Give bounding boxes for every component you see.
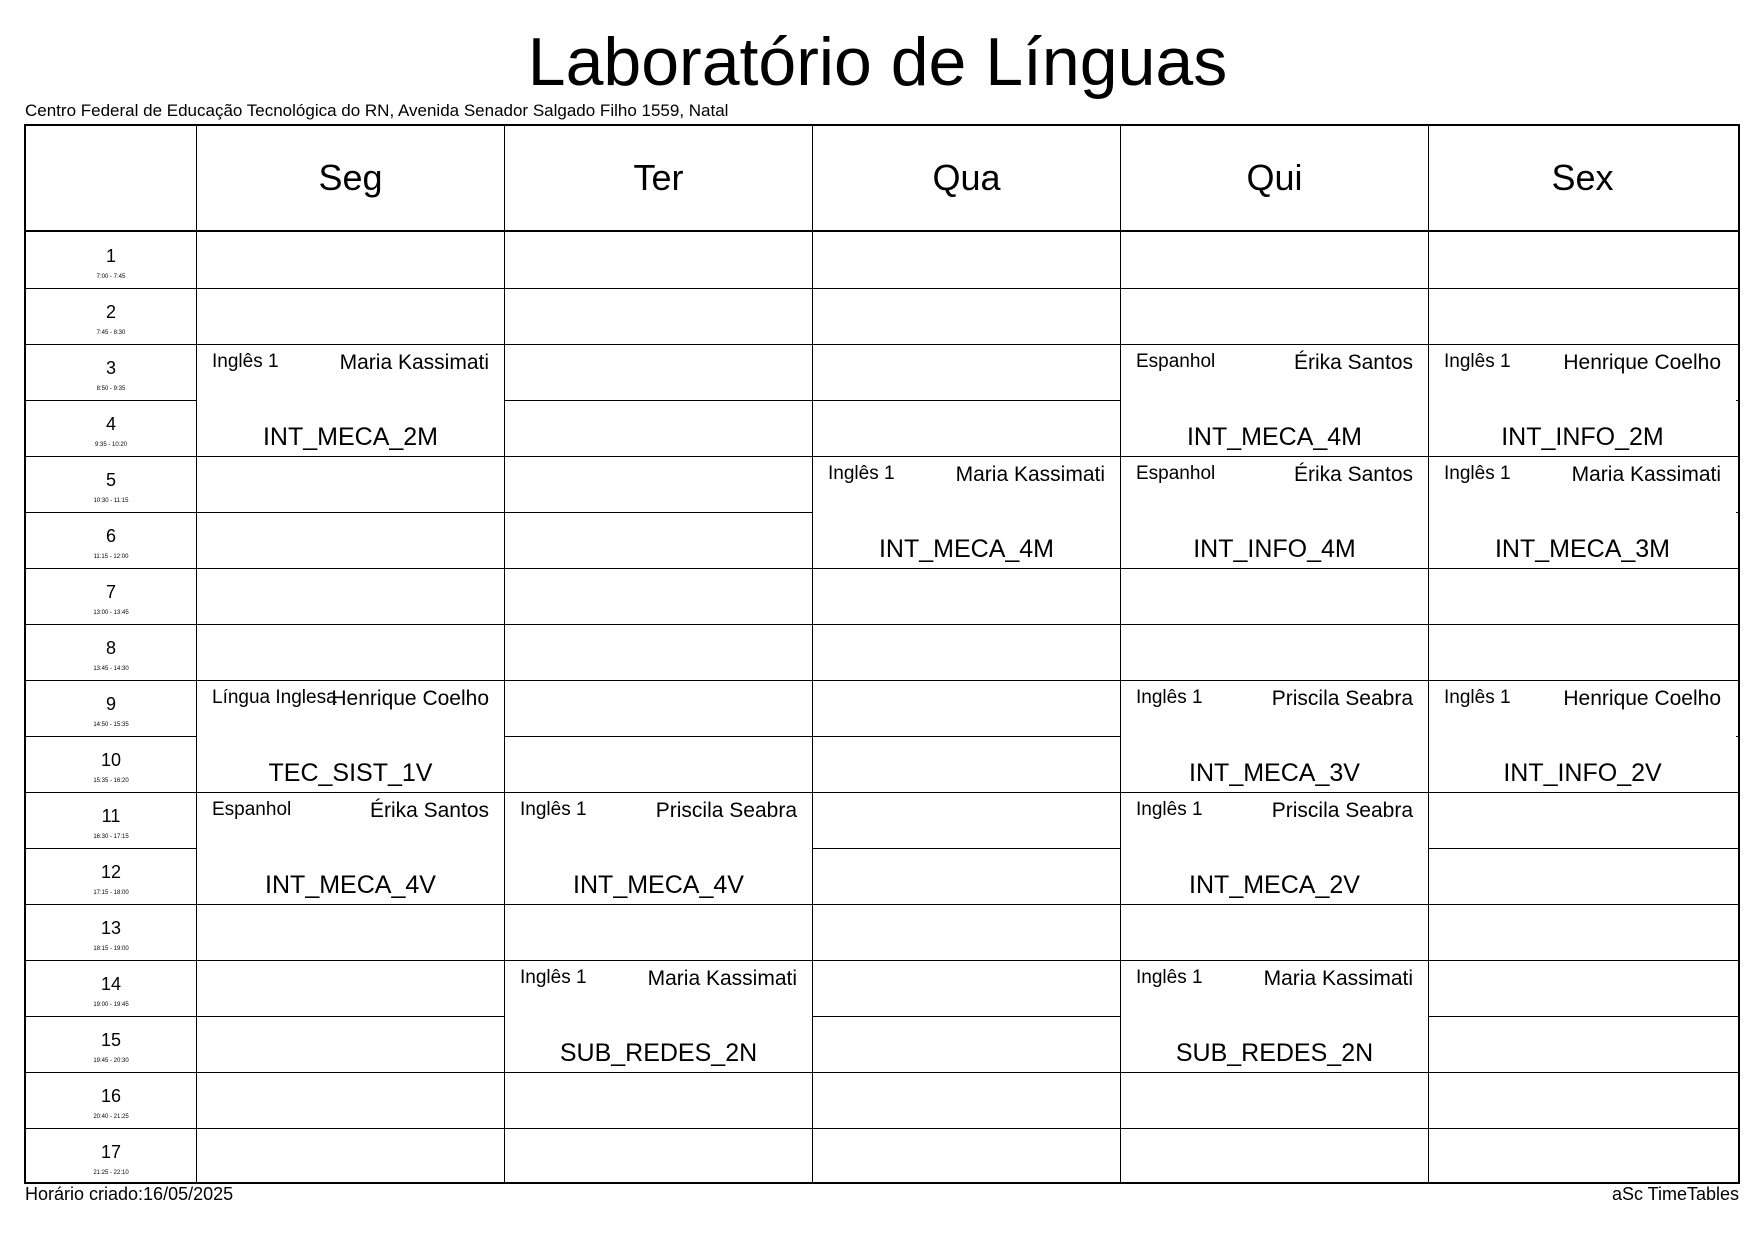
period-time: 8:50 - 9:35 — [96, 386, 126, 392]
row-divider — [26, 1072, 1738, 1073]
period-time: 19:00 - 19:45 — [93, 1002, 129, 1008]
lesson-teacher: Maria Kassimati — [647, 967, 797, 990]
row-divider — [26, 1128, 1738, 1129]
period-time: 17:15 - 18:00 — [93, 890, 129, 896]
lesson-card[interactable] — [813, 457, 1120, 568]
period-number: 16 — [100, 1086, 122, 1106]
lesson-card[interactable] — [1121, 793, 1428, 904]
lesson-subject: Espanhol — [1136, 351, 1216, 372]
period-number: 2 — [105, 302, 116, 322]
period-time: 15:35 - 16:20 — [93, 778, 129, 784]
period-cell — [26, 232, 196, 288]
lesson-teacher: Maria Kassimati — [1263, 967, 1413, 990]
day-header-qua: Qua — [932, 157, 1001, 198]
period-number: 3 — [105, 358, 116, 378]
period-time: 13:00 - 13:45 — [93, 610, 129, 616]
lesson-subject: Inglês 1 — [1444, 687, 1511, 708]
period-cell — [26, 960, 196, 1016]
period-cell — [26, 512, 196, 568]
lesson-class: INT_MECA_3V — [1189, 759, 1360, 787]
row-divider — [26, 904, 1738, 905]
lesson-teacher: Maria Kassimati — [955, 463, 1105, 486]
timetable-grid — [24, 124, 1740, 1184]
lesson-subject: Inglês 1 — [520, 799, 587, 820]
created-date: Horário criado:16/05/2025 — [25, 1184, 234, 1204]
row-divider — [26, 624, 1738, 625]
lesson-class: TEC_SIST_1V — [268, 759, 433, 787]
period-cell — [26, 344, 196, 400]
period-time: 18:15 - 19:00 — [93, 946, 129, 952]
period-cell — [26, 848, 196, 904]
period-number: 10 — [100, 750, 122, 770]
lesson-teacher: Érika Santos — [1293, 351, 1413, 374]
brand-label: aSc TimeTables — [1611, 1184, 1739, 1204]
lesson-class: INT_INFO_4M — [1193, 535, 1356, 563]
period-cell — [26, 400, 196, 456]
lesson-subject: Inglês 1 — [828, 463, 895, 484]
lesson-class: INT_INFO_2M — [1501, 423, 1664, 451]
period-number: 12 — [100, 862, 122, 882]
period-cell — [26, 1072, 196, 1128]
school-address: Centro Federal de Educação Tecnológica do RN, Avenida Senador Salgado Filho 1559, Natal — [25, 101, 729, 120]
period-cell — [26, 736, 196, 792]
period-cell — [26, 904, 196, 960]
lesson-class: INT_MECA_4V — [573, 871, 744, 899]
lesson-card[interactable] — [1121, 345, 1428, 456]
column-divider — [196, 126, 197, 1182]
lesson-teacher: Priscila Seabra — [1271, 799, 1413, 822]
lesson-teacher: Maria Kassimati — [339, 351, 489, 374]
lesson-teacher: Henrique Coelho — [331, 687, 489, 710]
period-number: 7 — [105, 582, 116, 602]
lesson-card[interactable] — [1121, 681, 1428, 792]
period-time: 10:30 - 11:15 — [93, 498, 129, 504]
period-number: 9 — [105, 694, 116, 714]
lesson-subject: Língua Inglesa — [212, 687, 337, 708]
lesson-card[interactable] — [1121, 961, 1428, 1072]
lesson-card[interactable] — [197, 793, 504, 904]
lesson-card[interactable] — [1429, 345, 1736, 456]
column-divider — [1428, 126, 1429, 1182]
period-cell — [26, 1128, 196, 1184]
lesson-class: INT_MECA_4M — [878, 535, 1055, 563]
lesson-subject: Espanhol — [212, 799, 292, 820]
period-cell — [26, 1016, 196, 1072]
period-number: 8 — [105, 638, 116, 658]
column-divider — [812, 126, 813, 1182]
lesson-card[interactable] — [1429, 681, 1736, 792]
period-number: 1 — [105, 246, 116, 266]
lesson-subject: Inglês 1 — [1136, 799, 1203, 820]
lesson-subject: Inglês 1 — [1136, 687, 1203, 708]
lesson-subject: Inglês 1 — [1136, 967, 1203, 988]
period-time: 11:15 - 12:00 — [93, 554, 129, 560]
lesson-class: SUB_REDES_2N — [559, 1039, 758, 1067]
period-cell — [26, 568, 196, 624]
lesson-teacher: Henrique Coelho — [1563, 687, 1721, 710]
lesson-class: INT_MECA_3M — [1494, 535, 1671, 563]
period-cell — [26, 792, 196, 848]
lesson-teacher: Priscila Seabra — [655, 799, 797, 822]
period-time: 14:50 - 15:35 — [93, 722, 129, 728]
lesson-class: INT_MECA_2V — [1189, 871, 1360, 899]
lesson-subject: Inglês 1 — [520, 967, 587, 988]
lesson-subject: Inglês 1 — [212, 351, 279, 372]
period-number: 6 — [105, 526, 116, 546]
period-time: 21:25 - 22:10 — [93, 1170, 129, 1176]
lesson-subject: Espanhol — [1136, 463, 1216, 484]
period-time: 7:00 - 7:45 — [96, 274, 126, 280]
period-cell — [26, 680, 196, 736]
lesson-card[interactable] — [197, 681, 504, 792]
header-separator — [26, 230, 1738, 232]
lesson-card[interactable] — [505, 961, 812, 1072]
row-divider — [26, 568, 1738, 569]
lesson-teacher: Érika Santos — [1293, 463, 1413, 486]
lesson-class: INT_MECA_4M — [1186, 423, 1363, 451]
period-number: 17 — [100, 1142, 122, 1162]
day-header-sex: Sex — [1551, 157, 1614, 198]
period-number: 15 — [100, 1030, 122, 1050]
period-cell — [26, 288, 196, 344]
row-divider — [26, 960, 1738, 961]
period-time: 7:45 - 8:30 — [96, 330, 126, 336]
lesson-class: INT_MECA_2M — [262, 423, 439, 451]
lesson-teacher: Priscila Seabra — [1271, 687, 1413, 710]
period-number: 5 — [105, 470, 116, 490]
period-cell — [26, 624, 196, 680]
lesson-class: INT_MECA_4V — [265, 871, 436, 899]
day-header-seg: Seg — [318, 157, 383, 198]
lesson-card[interactable] — [197, 345, 504, 456]
row-divider — [26, 288, 1738, 289]
page-title: Laboratório de Línguas — [527, 24, 1228, 100]
period-time: 13:45 - 14:30 — [93, 666, 129, 672]
lesson-subject: Inglês 1 — [1444, 463, 1511, 484]
lesson-teacher: Henrique Coelho — [1563, 351, 1721, 374]
period-cell — [26, 456, 196, 512]
period-number: 11 — [101, 806, 121, 826]
period-number: 13 — [100, 918, 122, 938]
period-time: 9:35 - 10:20 — [94, 442, 128, 448]
lesson-teacher: Érika Santos — [369, 799, 489, 822]
row-divider — [26, 1016, 1738, 1017]
lesson-class: INT_INFO_2V — [1503, 759, 1662, 787]
period-time: 20:40 - 21:25 — [93, 1114, 129, 1120]
period-number: 4 — [105, 414, 116, 434]
lesson-teacher: Maria Kassimati — [1571, 463, 1721, 486]
period-time: 19:45 - 20:30 — [93, 1058, 129, 1064]
lesson-card[interactable] — [1429, 457, 1736, 568]
period-time: 16:30 - 17:15 — [93, 834, 129, 840]
lesson-card[interactable] — [1121, 457, 1428, 568]
day-header-ter: Ter — [633, 157, 684, 198]
lesson-card[interactable] — [505, 793, 812, 904]
period-number: 14 — [100, 974, 122, 994]
lesson-subject: Inglês 1 — [1444, 351, 1511, 372]
lesson-class: SUB_REDES_2N — [1175, 1039, 1374, 1067]
day-header-qui: Qui — [1246, 157, 1303, 198]
